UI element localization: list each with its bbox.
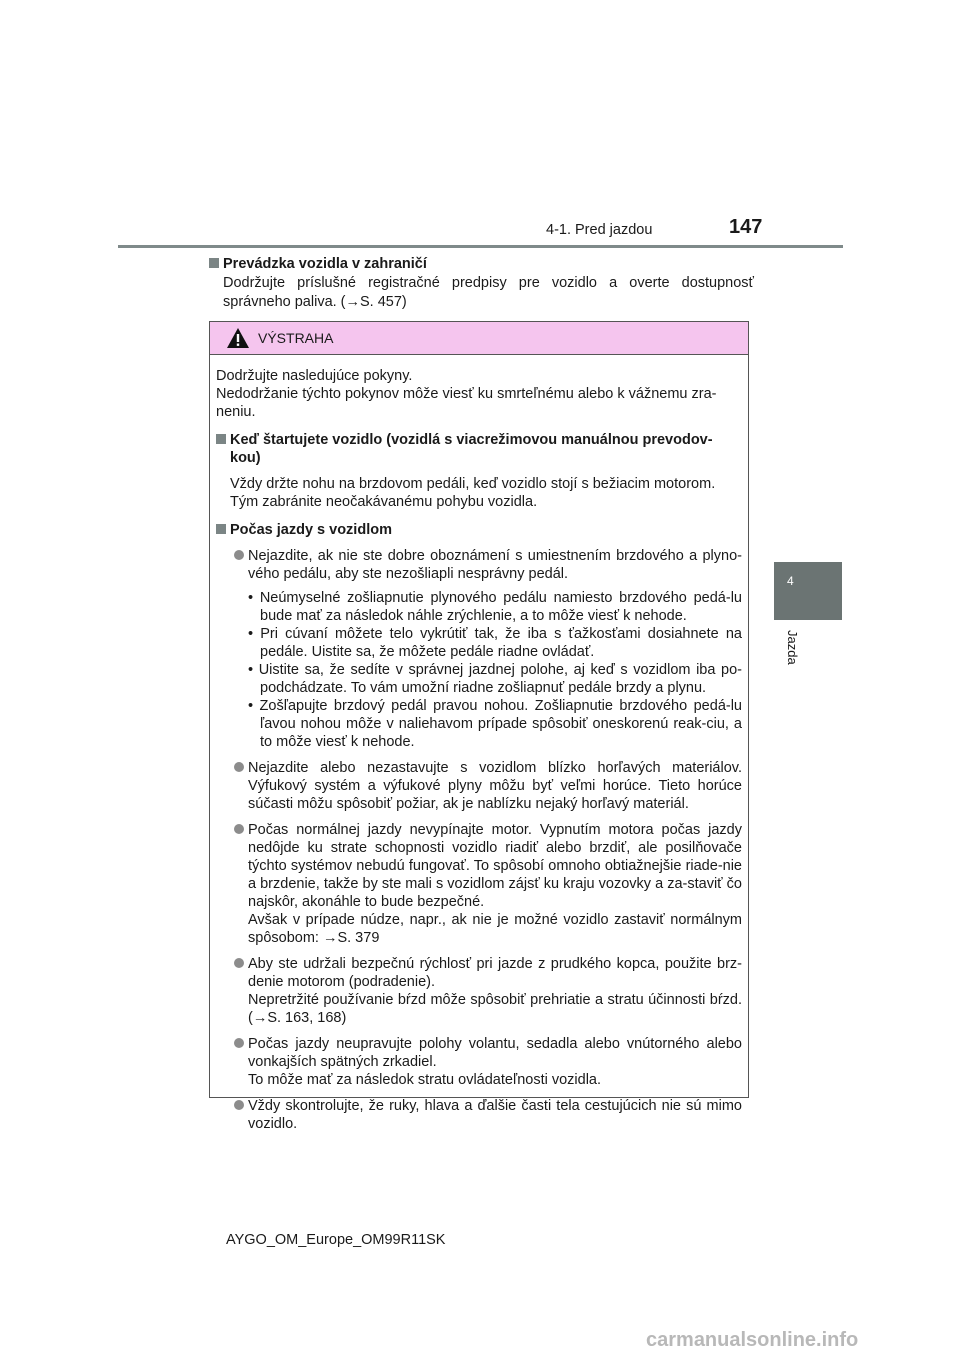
warning-title: VÝSTRAHA <box>258 330 334 346</box>
round-bullet-icon <box>234 824 244 834</box>
warning-body <box>210 355 748 1133</box>
block1-heading: Keď štartujete vozidlo (vozidlá s viacrežimovou manuálnou prevodov-kou) <box>216 431 742 467</box>
block2-heading: Počas jazdy s vozidlom <box>216 521 742 539</box>
chapter-number: 4 <box>787 574 794 588</box>
round-bullet-icon <box>234 762 244 772</box>
warning-header <box>210 322 748 355</box>
intro-text: Dodržujte príslušné registračné predpisy pre vozidlo a overte dostupnosť správneho paliva. (→S. 457) <box>223 275 754 310</box>
square-bullet-icon <box>216 524 226 534</box>
round-bullet-icon <box>234 550 244 560</box>
chapter-label: Jazda <box>785 630 800 665</box>
bullet-item: Aby ste udržali bezpečnú rýchlosť pri jazde z prudkého kopca, použite brz-denie motorom (podradenie). Nepretržité používanie bŕzd môže spôsobiť prehriatie a stratu účinnosti bŕzd. (→S. 163, 168) <box>216 955 742 1027</box>
round-bullet-icon <box>234 958 244 968</box>
bullet-item: Počas normálnej jazdy nevypínajte motor. Vypnutím motora počas jazdy nedôjde ku strate schopnosti vozidlo riadiť alebo brzdiť, ale posilňovače týchto systémov nebudú fungovať. To spôsobí omnoho obtiažnejšie riade-nie a brzdenie, takže by ste mali s vozidlom zájsť ku kraju vozovky a za-staviť čo najskôr, akonáhle to bude bezpečné. Avšak v prípade núdze, napr., ak nie je možné vozidlo zastaviť normálnym spôsobom: →S. 379 <box>216 821 742 947</box>
watermark: carmanualsonline.info <box>646 1329 859 1351</box>
warning-triangle-icon <box>226 327 250 349</box>
warning-box <box>209 321 749 1132</box>
sub-item: • Neúmyselné zošliapnutie plynového pedálu namiesto brzdového pedá-lu bude mať za následok náhle zrýchlenie, a to môže viesť k nehode. <box>248 590 742 624</box>
intro-heading: Prevádzka vozidla v zahraničí <box>209 255 754 274</box>
sub-item: • Pri cúvaní môžete telo vykrútiť tak, že iba s ťažkosťami dosiahnete na pedále. Uistite sa, že môžete pedále riadne ovládať. <box>248 626 742 660</box>
sub-item: • Zošľapujte brzdový pedál pravou nohou. Zošliapnutie brzdového pedá-lu ľavou nohou môže v naliehavom prípade spôsobiť oneskorenú reak-ciu, a to môže viesť k nehode. <box>248 698 742 750</box>
square-bullet-icon <box>216 434 226 444</box>
block1-text: Vždy držte nohu na brzdovom pedáli, keď vozidlo stojí s bežiacim motorom. Tým zabránite neočakávanému pohybu vozidla. <box>230 476 716 510</box>
page-number: 147 <box>729 216 763 238</box>
sub-list <box>216 589 742 751</box>
header-section-title: 4-1. Pred jazdou <box>546 222 653 238</box>
bullet-item: Nejazdite, ak nie ste dobre oboznámení s umiestnením brzdového a plyno-vého pedálu, aby ste nezošliapli nesprávny pedál. <box>216 547 742 583</box>
bullet-item: Nejazdite alebo nezastavujte s vozidlom blízko horľavých materiálov. Výfukový systém a výfukové plyny môžu byť veľmi horúce. Tieto horúce súčasti môžu spôsobiť požiar, ak je nablízku nejaký horľavý materiál. <box>216 759 742 813</box>
footer-doc-id: AYGO_OM_Europe_OM99R11SK <box>226 1232 446 1248</box>
bullet-item: Vždy skontrolujte, že ruky, hlava a ďalšie časti tela cestujúcich nie sú mimo vozidlo. <box>216 1097 742 1133</box>
intro-section <box>209 255 754 312</box>
square-bullet-icon <box>209 258 219 268</box>
header-divider <box>118 245 843 248</box>
bullet-item: Počas jazdy neupravujte polohy volantu, sedadla alebo vnútorného alebo vonkajších spätných zrkadiel. To môže mať za následok stratu ovládateľnosti vozidla. <box>216 1035 742 1089</box>
round-bullet-icon <box>234 1038 244 1048</box>
warning-lead: Dodržujte nasledujúce pokyny. <box>216 368 413 384</box>
warning-lead-2: Nedodržanie týchto pokynov môže viesť ku smrteľnému alebo k vážnemu zra-neniu. <box>216 386 717 420</box>
chapter-tab <box>774 562 842 620</box>
round-bullet-icon <box>234 1100 244 1110</box>
sub-item: • Uistite sa, že sedíte v správnej jazdnej polohe, aj keď s vozidlom iba po-podchádzate. To vám umožní riadne zošliapnuť pedále brzdy a plynu. <box>248 662 742 696</box>
